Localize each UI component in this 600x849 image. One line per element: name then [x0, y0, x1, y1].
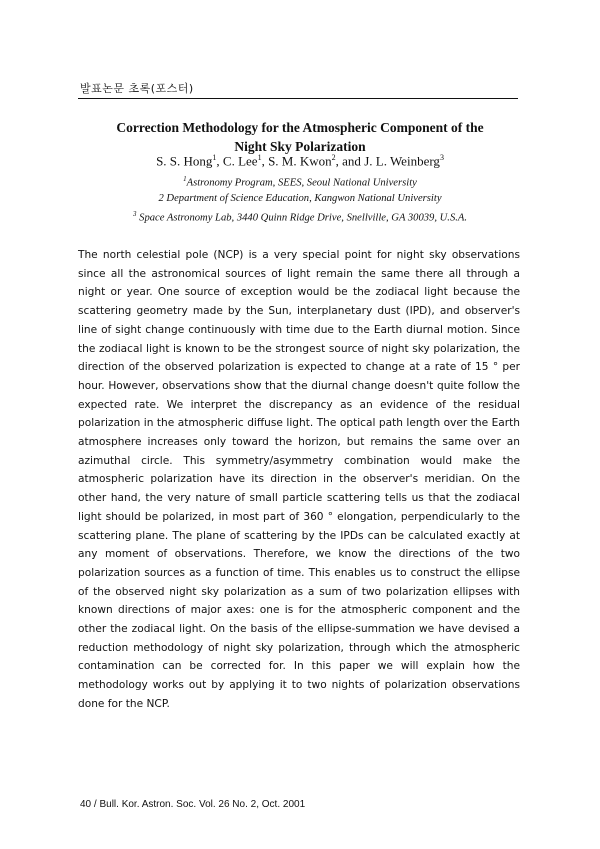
author-name: S. M. Kwon — [268, 153, 332, 169]
affiliation-sup: 1 — [183, 175, 187, 183]
title-line-1: Correction Methodology for the Atmospheric Component of the — [116, 120, 484, 135]
author-sup: 1 — [257, 153, 262, 162]
affiliation-1 — [80, 175, 520, 189]
header-rule — [78, 98, 518, 99]
affiliation-text: Astronomy Program, SEES, Seoul National University — [186, 177, 417, 189]
affiliation-3 — [80, 210, 520, 224]
author-sup: 3 — [439, 153, 444, 162]
author-name: S. S. Hong — [156, 153, 213, 169]
affiliation-text: 2 Department of Science Education, Kangwon National University — [158, 193, 442, 204]
author-name: C. Lee — [222, 153, 258, 169]
author-list: S. S. Hong$^1$, C. Lee$^1$, S. M. Kwon$^2$, and J. L. Weinberg$^3$ — [156, 153, 444, 169]
title-line-2: Night Sky Polarization — [234, 139, 366, 154]
author-sup: 2 — [331, 153, 336, 162]
affiliation-sup: 3 — [132, 210, 137, 218]
affiliation-2 — [80, 193, 520, 204]
affiliation-text: Space Astronomy Lab, 3440 Quinn Ridge Drive, Snellville, GA 30039, U.S.A. — [139, 212, 468, 224]
page-footer-citation: 40 / Bull. Kor. Astron. Soc. Vol. 26 No. 2, Oct. 2001 — [80, 799, 306, 810]
section-label: 발표논문 초록(포스터) — [80, 82, 194, 95]
author-name: J. L. Weinberg — [364, 153, 440, 169]
author-sup: 1 — [212, 153, 217, 162]
paper-title — [80, 118, 520, 156]
abstract-body: The north celestial pole (NCP) is a very special point for night sky observations since all the astronomical sources of light remain the same there all through a night or year. One source of exception would be the zodiacal light because the scattering geometry made by the Sun, interplanetary dust (IPD), and observer's line of sight change continuously with time due to the Earth diurnal motion. Since the zodiacal light is known to be the strongest source of night sky polarization, the direction of the observed polarization is expected to change at a rate of 15 ° per hour. However, observations show that the diurnal change doesn't quite follow the expected rate. We interpret the discrepancy as an evidence of the residual polarization in the atmospheric diffuse light. The optical path length over the Earth atmosphere increases only toward the horizon, but remains the same over an azimuthal circle. This symmetry/asymmetry combination would make the atmospheric polarization have its direction in the observer's meridian. On the other hand, the very nature of small particle scattering tells us that the zodiacal light should be polarized, in most part of 360 ° elongation, perpendicularly to the scattering plane. The plane of scattering by the IPDs can be calculated exactly at any moment of observations. Therefore, we know the directions of the two polarization sources as a function of time. This enables us to construct the ellipse of the observed night sky polarization as a sum of two polarization ellipses with known directions of major axes: one is for the atmospheric component and the other the zodiacal light. On the basis of the ellipse-summation we have devised a reduction methodology of night sky polarization, through which the atmospheric contamination can be corrected for. In this paper we will explain how the methodology works out by applying it to two nights of polarization observations done for the NCP. — [78, 249, 520, 710]
